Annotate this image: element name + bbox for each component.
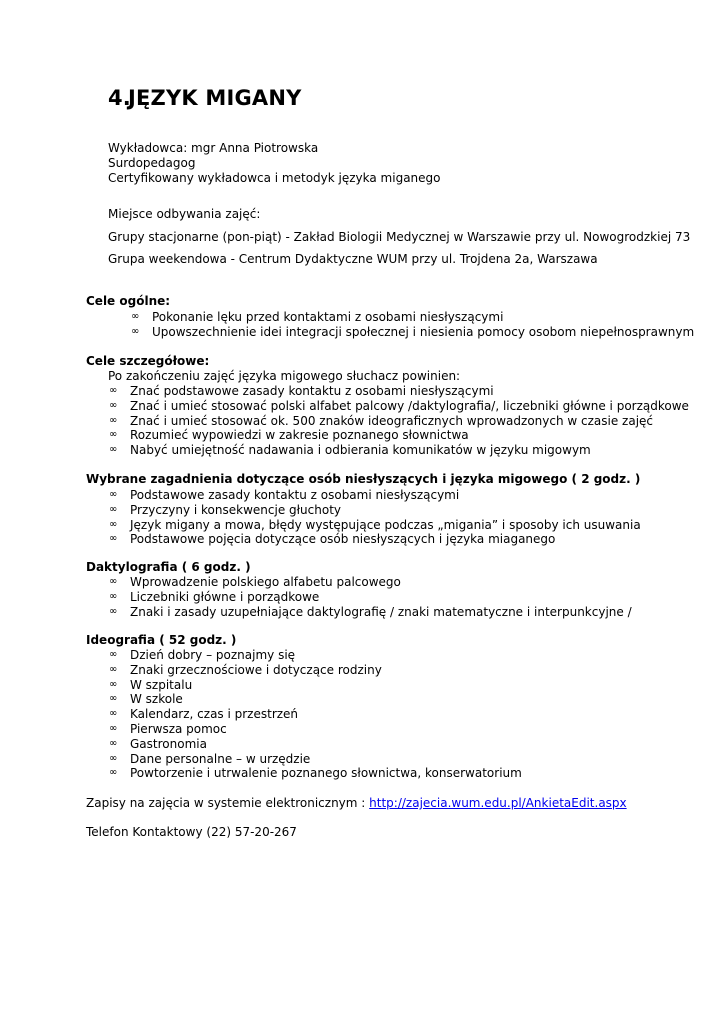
infinity-bullet-icon: ∞	[109, 444, 118, 456]
general-goals-list	[131, 310, 695, 340]
title-text: JĘZYK MIGANY	[128, 86, 302, 110]
infinity-bullet-icon: ∞	[131, 325, 140, 337]
general-goals-heading: Cele ogólne:	[86, 294, 171, 308]
list-item: ∞ Dane personalne – w urzędzie	[109, 751, 311, 766]
infinity-bullet-icon: ∞	[109, 649, 118, 660]
list-item: ∞ Przyczyny i konsekwencje głuchoty	[109, 502, 341, 517]
list-item: ∞ W szpitalu	[109, 677, 193, 692]
list-item: ∞ Powtorzenie i utrwalenie poznanego słownictwa, konserwatorium	[109, 766, 522, 781]
lecturer-role: Surdopedagog	[108, 156, 196, 170]
list-item: ∞ Podstawowe pojęcia dotyczące osób niesłyszących i języka miaganego	[109, 532, 556, 547]
title-number: 4.	[108, 86, 131, 110]
list-item: ∞ Kalendarz, czas i przestrzeń	[109, 707, 299, 722]
page-title	[108, 86, 302, 110]
infinity-bullet-icon: ∞	[109, 385, 118, 396]
infinity-bullet-icon: ∞	[109, 693, 118, 705]
infinity-bullet-icon: ∞	[109, 708, 118, 720]
list-item: ∞ Znaki grzecznościowe i dotyczące rodziny	[109, 662, 382, 677]
infinity-bullet-icon: ∞	[109, 752, 118, 764]
list-item: ∞ Podstawowe zasady kontaktu z osobami niesłyszącymi	[109, 488, 460, 502]
infinity-bullet-icon: ∞	[109, 663, 118, 675]
ideography-list	[109, 648, 522, 781]
place-label: Miejsce odbywania zajęć:	[108, 207, 261, 221]
topics-heading: Wybrane zagadnienia dotyczące osób niesłyszących i języka migowego ( 2 godz. )	[86, 472, 641, 486]
list-item: ∞ Dzień dobry – poznajmy się	[109, 648, 296, 662]
infinity-bullet-icon: ∞	[109, 429, 118, 441]
infinity-bullet-icon: ∞	[109, 503, 118, 515]
infinity-bullet-icon: ∞	[131, 311, 140, 322]
infinity-bullet-icon: ∞	[109, 576, 118, 587]
infinity-bullet-icon: ∞	[109, 489, 118, 500]
ideography-heading: Ideografia ( 52 godz. )	[86, 633, 237, 647]
list-item: ∞ Upowszechnienie idei integracji społecznej i niesienia pomocy osobom niepełnosprawnym	[131, 324, 695, 339]
list-item: ∞ Znać podstawowe zasady kontaktu z osobami niesłyszącymi	[109, 384, 494, 398]
lecturer-certification: Certyfikowany wykładowca i metodyk języka miganego	[108, 171, 441, 185]
registration-text: Zapisy na zajęcia w systemie elektronicznym :	[86, 796, 370, 810]
list-item: ∞ Rozumieć wypowiedzi w zakresie poznanego słownictwa	[109, 428, 469, 443]
infinity-bullet-icon: ∞	[109, 737, 118, 749]
list-item: ∞ Znaki i zasady uzupełniające daktylografię / znaki matematyczne i interpunkcyjne /	[109, 604, 632, 619]
infinity-bullet-icon: ∞	[109, 518, 118, 530]
lecturer-info	[108, 141, 441, 186]
registration-line	[86, 796, 627, 811]
place-stationary: Grupy stacjonarne (pon-piąt) - Zakład Biologii Medycznej w Warszawie przy ul. Nowogrodzkiej 73	[108, 230, 691, 244]
list-item: ∞ Pierwsza pomoc	[109, 721, 227, 736]
infinity-bullet-icon: ∞	[109, 678, 118, 690]
list-item: ∞ Liczebniki główne i porządkowe	[109, 589, 320, 604]
topics-list	[109, 488, 641, 547]
detailed-goals-intro: Po zakończeniu zajęć języka migowego słuchacz powinien:	[108, 369, 461, 383]
phone-contact: Telefon Kontaktowy (22) 57-20-267	[86, 825, 297, 839]
list-item: ∞ Język migany a mowa, błędy występujące podczas „migania” i sposoby ich usuwania	[109, 517, 641, 532]
place-weekend: Grupa weekendowa - Centrum Dydaktyczne WUM przy ul. Trojdena 2a, Warszawa	[108, 252, 598, 266]
lecturer-name: Wykładowca: mgr Anna Piotrowska	[108, 141, 319, 155]
list-item: ∞ Wprowadzenie polskiego alfabetu palcowego	[109, 575, 401, 589]
list-item: ∞ Pokonanie lęku przed kontaktami z osobami niesłyszącymi	[131, 310, 504, 324]
infinity-bullet-icon: ∞	[109, 605, 118, 617]
detailed-goals-heading: Cele szczegółowe:	[86, 354, 210, 368]
list-item: ∞ Znać i umieć stosować ok. 500 znaków ideograficznych wprowadzonych w czasie zajęć	[109, 413, 654, 428]
registration-link[interactable]: http://zajecia.wum.edu.pl/AnkietaEdit.aspx	[369, 796, 627, 810]
dactylology-list	[109, 575, 632, 619]
list-item: ∞ Znać i umieć stosować polski alfabet palcowy /daktylografia/, liczebniki główne i porządkowe	[109, 398, 689, 413]
infinity-bullet-icon: ∞	[109, 767, 118, 779]
infinity-bullet-icon: ∞	[109, 533, 118, 545]
infinity-bullet-icon: ∞	[109, 399, 118, 411]
list-item: ∞ Nabyć umiejętność nadawania i odbierania komunikatów w języku migowym	[109, 443, 591, 458]
infinity-bullet-icon: ∞	[109, 414, 118, 426]
infinity-bullet-icon: ∞	[109, 590, 118, 602]
infinity-bullet-icon: ∞	[109, 722, 118, 734]
detailed-goals-list	[109, 384, 689, 458]
dactylology-heading: Daktylografia ( 6 godz. )	[86, 560, 251, 574]
list-item: ∞ W szkole	[109, 692, 183, 707]
list-item: ∞ Gastronomia	[109, 736, 207, 751]
